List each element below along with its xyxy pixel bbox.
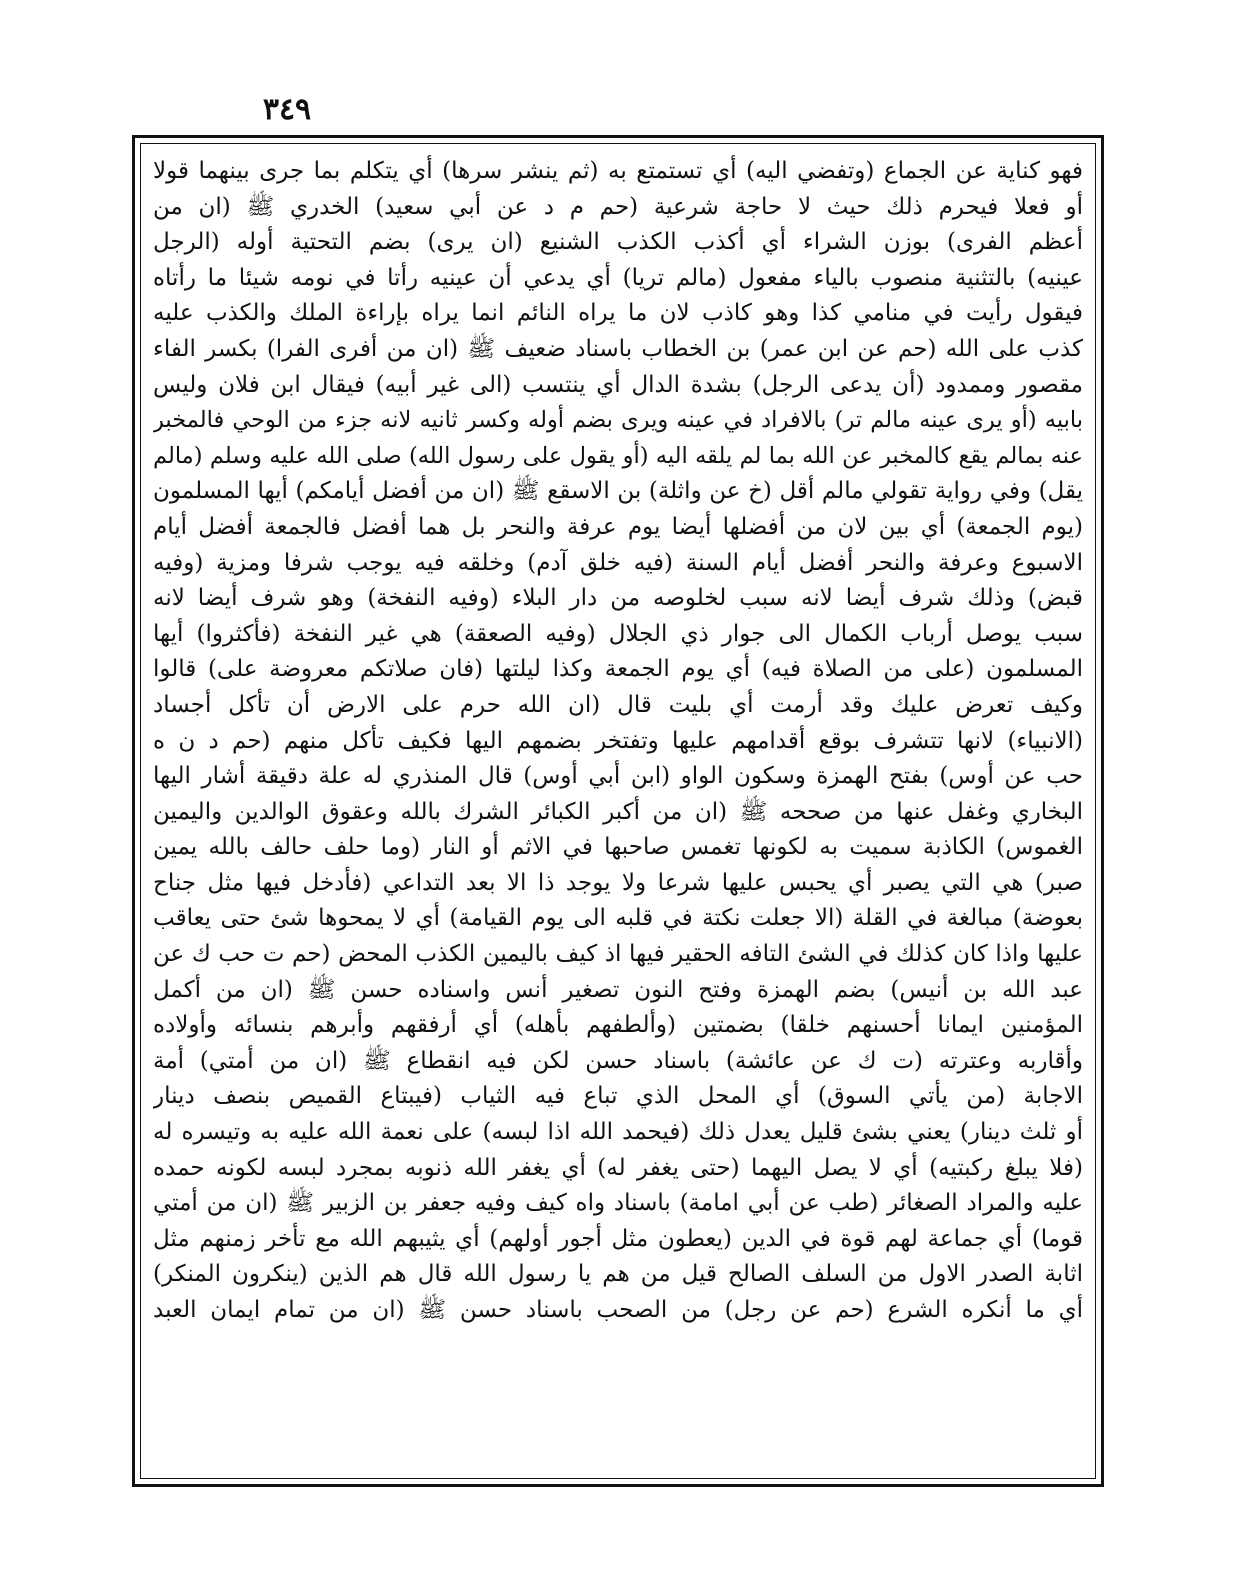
text-line: المؤمنين ايمانا أحسنهم خلقا) بضمتين (وألطفهم بأهله) أي أرفقهم وأبرهم بنسائه وأولاده <box>153 1012 1083 1039</box>
text-line: قوما) أي جماعة لهم قوة في الدين (يعطون مثل أجور أولهم) أي يثيبهم الله مع تأخر زمنهم مثل <box>153 1225 1083 1252</box>
text-line: عنه بمالم يقع كالمخبر عن الله بما لم يلقه اليه (أو يقول على رسول الله) صلى الله عليه وسلم (مالم <box>153 442 1083 469</box>
text-line: (الانبياء) لانها تتشرف بوقع أقدامهم عليها وتفتخر بضمهم اليها فكيف تأكل منهم (حم د ن ه <box>153 727 1083 754</box>
text-line: أو ثلث دينار) يعني بشئ قليل يعدل ذلك (فيحمد الله اذا لبسه) على نعمة الله عليه به وتيسره له <box>153 1119 1083 1146</box>
text-line: حب عن أوس) بفتح الهمزة وسكون الواو (ابن أبي أوس) قال المنذري له علة دقيقة أشار اليها <box>153 763 1083 790</box>
page-number: ٣٤٩ <box>262 92 312 127</box>
text-line: أو فعلا فيحرم ذلك حيث لا حاجة شرعية (حم م د عن أبي سعيد) الخدري ﷺ (ان من <box>153 193 1083 220</box>
text-line: الاجابة (من يأتي السوق) أي المحل الذي تباع فيه الثياب (فيبتاع القميص بنصف دينار <box>153 1083 1083 1110</box>
text-line: أي ما أنكره الشرع (حم عن رجل) من الصحب باسناد حسن ﷺ (ان من تمام ايمان العبد <box>153 1297 1083 1323</box>
text-line: (فلا يبلغ ركبتيه) أي لا يصل اليهما (حتى يغفر له) أي يغفر الله ذنوبه بمجرد لبسه لكونه حمده <box>153 1154 1083 1181</box>
text-line: البخاري وغفل عنها من صححه ﷺ (ان من أكبر الكبائر الشرك بالله وعقوق الوالدين واليمين <box>153 798 1083 825</box>
text-line: فيقول رأيت في منامي كذا وهو كاذب لان ما يراه النائم انما يراه بإراءة الملك والكذب عليه <box>153 300 1083 327</box>
text-line: صبر) هي التي يصبر أي يحبس عليها شرعا ولا يوجد ذا الا بعد التداعي (فأدخل فيها مثل جناح <box>153 869 1083 896</box>
text-line: بعوضة) مبالغة في القلة (الا جعلت نكتة في قلبه الى يوم القيامة) أي لا يمحوها شئ حتى يعاقب <box>153 905 1083 932</box>
text-line: عليها واذا كان كذلك في الشئ التافه الحقير فيها اذ كيف باليمين الكذب المحض (حم ت حب ك عن <box>153 941 1083 968</box>
text-line: قبض) وذلك شرف أيضا لانه سبب لخلوصه من دار البلاء (وفيه النفخة) وهو شرف أيضا لانه <box>153 585 1083 612</box>
text-line: بابيه (أو يرى عينه مالم تر) بالافراد في عينه ويرى بضم أوله وكسر ثانيه لانه جزء من الوحي فالمخبر <box>153 407 1083 434</box>
text-line: الغموس) الكاذبة سميت به لكونها تغمس صاحبها في الاثم أو النار (وما حلف حالف بالله يمين <box>153 834 1083 861</box>
text-line: اثابة الصدر الاول من السلف الصالح قيل من هم يا رسول الله قال هم الذين (ينكرون المنكر) <box>153 1261 1083 1288</box>
text-line: فهو كناية عن الجماع (وتفضي اليه) أي تستمتع به (ثم ينشر سرها) أي يتكلم بما جرى بينهما قولا <box>153 158 1083 184</box>
text-line: الاسبوع وعرفة والنحر أفضل أيام السنة (فيه خلق آدم) وخلقه فيه يوجب شرفا ومزية (وفيه <box>153 549 1083 576</box>
text-line: كذب على الله (حم عن ابن عمر) بن الخطاب باسناد ضعيف ﷺ (ان من أفرى الفرا) بكسر الفاء <box>153 335 1083 362</box>
text-line: وأقاربه وعترته (ت ك عن عائشة) باسناد حسن لكن فيه انقطاع ﷺ (ان من أمتي) أمة <box>153 1047 1083 1074</box>
text-line: سبب يوصل أرباب الكمال الى جوار ذي الجلال (وفيه الصعقة) هي غير النفخة (فأكثروا) أيها <box>153 620 1083 647</box>
text-line: عينيه) بالتثنية منصوب بالياء مفعول (مالم تريا) أي يدعي أن عينيه رأتا في نومه شيئا ما رأتاه <box>153 264 1083 291</box>
text-line: المسلمون (على من الصلاة فيه) أي يوم الجمعة وكذا ليلتها (فان صلاتكم معروضة على) قالوا <box>153 656 1083 683</box>
text-line: أعظم الفرى) بوزن الشراء أي أكذب الكذب الشنيع (ان يرى) بضم التحتية أوله (الرجل <box>153 229 1083 256</box>
text-block <box>140 143 1096 1479</box>
text-line: عبد الله بن أنيس) بضم الهمزة وفتح النون تصغير أنس واسناده حسن ﷺ (ان من أكمل <box>153 976 1083 1003</box>
text-lines <box>153 154 1083 1329</box>
text-line: وكيف تعرض عليك وقد أرمت أي بليت قال (ان الله حرم على الارض أن تأكل أجساد <box>153 691 1083 718</box>
text-line: (يوم الجمعة) أي بين لان من أفضلها أيضا يوم عرفة والنحر بل هما أفضل فالجمعة أفضل أيام <box>153 513 1083 540</box>
text-line: يقل) وفي رواية تقولي مالم أقل (خ عن واثلة) بن الاسقع ﷺ (ان من أفضل أيامكم) أيها المسلمون <box>153 478 1083 505</box>
text-line: عليه والمراد الصغائر (طب عن أبي امامة) باسناد واه كيف وفيه جعفر بن الزبير ﷺ (ان من أمتي <box>153 1190 1083 1217</box>
text-line: مقصور وممدود (أن يدعى الرجل) بشدة الدال أي ينتسب (الى غير أبيه) فيقال ابن فلان وليس <box>153 371 1083 398</box>
